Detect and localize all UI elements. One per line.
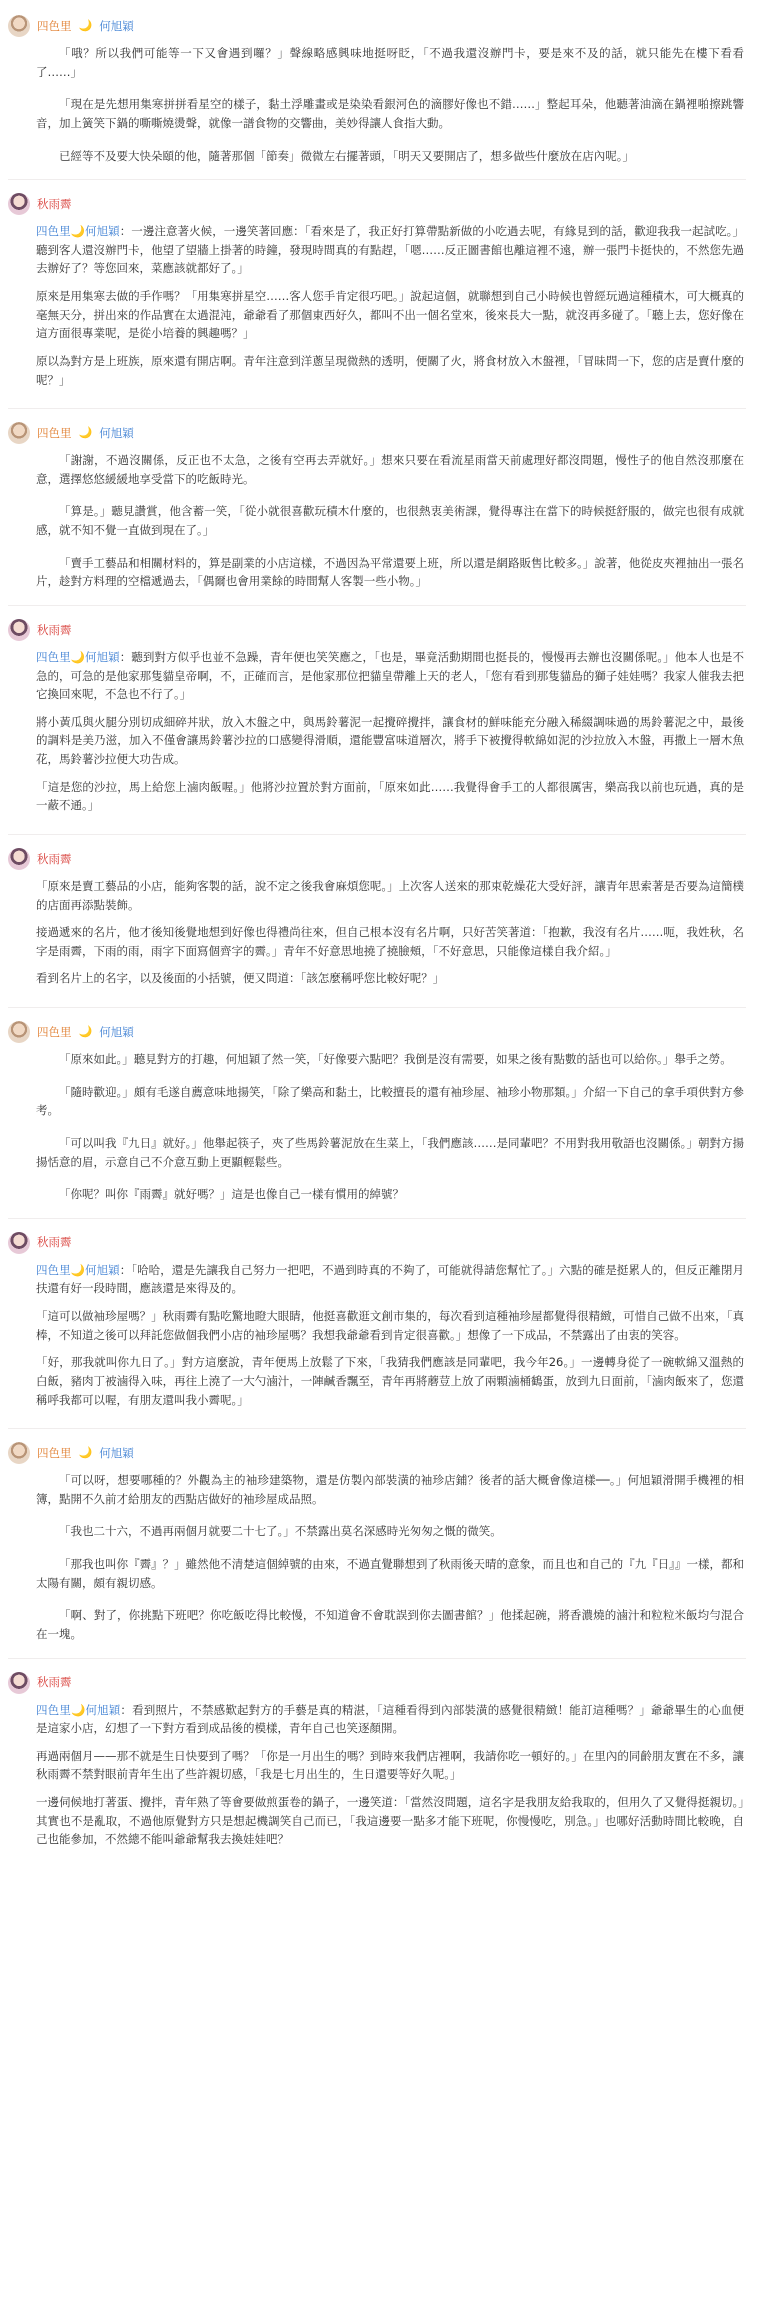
avatar[interactable] [8,1232,30,1254]
comment-paragraph [36,969,744,988]
comment-body [8,44,746,165]
paragraph-text: 「現在是先想用集寒拼拼看星空的樣子，黏土浮雕畫或是染染看銀河色的滴膠好像也不錯……」整起耳朵，他聽著油滴在鍋裡啪擦跳響音，加上簧笑下鍋的嘶嘶燒燙聲，就像一譜食物的交響曲，美妙得讓人食指大動。 [36,97,744,130]
paragraph-text: ：聽到對方似乎也並不急躁，青年便也笑笑應之，「也是，畢竟活動期間也挺長的，慢慢再去辦也沒關係呢。」他本人也是不急的，可急的是他家那隻貓皇帝啊，不，正確而言，是他家那位把貓皇帶離上天的老人，「您有看到那隻貓島的獅子娃娃嗎？我家人催我去把它換回來呢，不急也不行了。」 [36,649,744,702]
character-name-link[interactable]: 何旭穎 [99,425,134,440]
paragraph-text: 「原來如此。」聽見對方的打趣，何旭穎了然一笑，「好像要六點吧？我倒是沒有需要，如果之後有點數的話也可以給你。」舉手之勞。 [59,1052,732,1066]
paragraph-text: 將小黃瓜與火腿分別切成細碎丼狀，放入木盤之中，與馬鈴薯泥一起攪碎攪拌，讓食材的鮮味能充分融入稀綴調味過的馬鈴薯泥之中，最後的調料是美乃滋，加入不僅會讓馬鈴薯沙拉的口感變得滑順，還能豐富味道層次，將手下被攪得軟綿如泥的沙拉放入木盤，再撒上一層木魚花，馬鈴薯沙拉便大功告成。 [36,714,744,766]
mention-link[interactable]: 四色里🌙何旭穎 [36,1702,121,1717]
comment-paragraph [36,1747,744,1784]
comment-paragraph [36,1793,744,1849]
comment-body [8,1050,746,1204]
comment-paragraph [36,1050,744,1069]
paragraph-text: 接過遞來的名片，他才後知後覺地想到好像也得禮尚往來，但自己根本沒有名片啊，只好苦笑著道：「抱歉，我沒有名片……呃，我姓秋，名字是雨霽，下雨的雨，雨字下面寫個齊字的霽。」青年不好意思地撓了撓臉頰，「不好意思，只能像這樣自我介紹。」 [36,925,744,958]
comment-paragraph [36,648,744,704]
paragraph-text: ：看到照片，不禁感歎起對方的手藝是真的精湛，「這種看得到內部裝潢的感覺很精緻！能訂這種嗎？」爺爺畢生的心血便是這家小店，幻想了一下對方看到成品後的模樣，青年自己也笑逐顏開。 [36,1702,744,1736]
character-name-link[interactable]: 何旭穎 [99,1445,134,1460]
comment-paragraph [36,1701,744,1738]
username-link[interactable]: 秋雨霽 [37,196,72,211]
character-name-link[interactable]: 何旭穎 [99,18,134,33]
avatar[interactable] [8,1021,30,1043]
moon-icon: 🌙 [78,1446,93,1460]
comment-body [8,877,746,988]
paragraph-text: 原以為對方是上班族，原來還有開店啊。青年注意到洋蔥呈現微熱的透明，便關了火，將食材放入木盤裡，「冒昧問一下，您的店是賣什麼的呢？」 [36,353,744,387]
username-link[interactable]: 四色里 [37,18,72,33]
comment-header [8,14,746,38]
comment-body [8,1471,746,1643]
comment-paragraph [36,1307,744,1344]
paragraph-text: 「可以叫我『九日』就好。」他舉起筷子，夾了些馬鈴薯泥放在生菜上，「我們應該……是同輩吧？不用對我用敬語也沒關係。」朝對方揚揚恬意的眉，示意自己不介意互動上更顯輕鬆些。 [36,1135,744,1169]
username-link[interactable]: 四色里 [37,425,72,440]
paragraph-text: 看到名片上的名字，以及後面的小括號，便又問道：「該怎麼稱呼您比較好呢？」 [36,971,445,986]
comment-header [8,618,746,642]
comment-paragraph [36,1471,744,1508]
avatar[interactable] [8,193,30,215]
paragraph-text: 已經等不及要大快朵頤的他，隨著那個「節奏」微微左右擺著頭，「明天又要開店了，想多做些什麼放在店內呢。」 [59,148,634,163]
comment-header [8,1441,746,1465]
paragraph-text: 一邊伺候地打著蛋、攪拌，青年熟了等會要做煎蛋卷的鍋子，一邊笑道：「當然沒問題，這名字是我朋友給我取的，但用久了又覺得挺親切。」其實也不是亂取，不過他原覺對方只是想起機調笑自己而已，「我這邊要一點多才能下班呢，你慢慢吃，別急。」也哪好活動時間比較晚，自己也能參加，不然總不能叫爺爺幫我去換娃娃吧？ [36,1795,744,1847]
character-name-link[interactable]: 何旭穎 [99,1024,134,1039]
comment-paragraph [36,1185,744,1204]
comment-post [8,8,746,180]
username-link[interactable]: 秋雨霽 [37,1675,72,1690]
comment-header [8,1020,746,1044]
avatar[interactable] [8,848,30,870]
comment-paragraph [36,923,744,960]
paragraph-text: ：「哈哈，還是先讓我自己努力一把吧，不過到時真的不夠了，可能就得請您幫忙了。」六點的確是挺累人的，但反正離閉月扶還有好一段時間，應該還是來得及的。 [36,1262,744,1296]
mention-link[interactable]: 四色里🌙何旭穎 [36,1262,120,1277]
username-link[interactable]: 四色里 [37,1445,72,1460]
comment-paragraph [36,451,744,488]
paragraph-text: 「可以呀，想要哪種的？外觀為主的袖珍建築物，還是仿製內部裝潢的袖珍店鋪？後者的話大概會像這樣──。」何旭穎滑開手機裡的相簿，點開不久前才給朋友的西點店做好的袖珍屋成品照。 [36,1473,744,1506]
comment-paragraph [36,502,744,539]
avatar[interactable] [8,619,30,641]
comment-paragraph [36,1083,744,1120]
paragraph-text: 「這可以做袖珍屋嗎？」秋雨霽有點吃驚地瞪大眼睛，他挺喜歡逛文創市集的，每次看到這種袖珍屋都覺得很精緻，可惜自己做不出來，「真棒，不知道之後可以拜託您做個我們小店的袖珍屋嗎？我想我爺爺看到肯定很喜歡。」想像了一下成品，不禁露出了由衷的笑容。 [36,1309,744,1342]
comment-paragraph [36,1522,744,1541]
paragraph-text: 「那我也叫你『霽』？」雖然他不清楚這個綽號的由來，不過直覺聯想到了秋雨後天晴的意象，而且也和自己的『九『日』』一樣，都和太陽有關，頗有親切感。 [36,1557,744,1590]
comment-paragraph [36,1261,744,1298]
paragraph-text: ：一邊注意著火候，一邊笑著回應：「看來是了，我正好打算帶點新做的小吃過去呢，有緣見到的話，歡迎我我一起試吃。」聽到客人還沒辦門卡，他望了望牆上掛著的時鐘，發現時間真的有點趕，「嗯……反正圖書館也離這裡不遠，辦一張門卡挺快的，不然您先過去辦好了？等您回來，菜應該就都好了。」 [36,224,744,276]
comment-paragraph [36,1606,744,1643]
paragraph-text: 「你呢？叫你『雨霽』就好嗎？」這是也像自己一樣有慣用的綽號？ [59,1187,404,1202]
comment-header [8,421,746,445]
paragraph-text: 再過兩個月——那不就是生日快要到了嗎？「你是一月出生的嗎？到時來我們店裡啊，我請你吃一頓好的。」在里內的同齡朋友實在不多，讓秋雨霽不禁對眼前青年生出了些許親切感，「我是七月出生的，生日還要等好久呢。」 [36,1748,744,1782]
username-link[interactable]: 秋雨霽 [37,622,72,637]
paragraph-text: 「我也二十六，不過再兩個月就要二十七了。」不禁露出莫名深感時光匆匆之慨的微笑。 [59,1524,502,1539]
username-link[interactable]: 秋雨霽 [37,851,72,866]
comment-header [8,1671,746,1695]
comment-paragraph [36,1353,744,1409]
comment-post [8,612,746,835]
comment-body [8,222,746,389]
moon-icon: 🌙 [78,1025,93,1039]
paragraph-text: 「哦？所以我們可能等一下又會遇到囉？」聲線略感興味地挺呀眨，「不過我還沒辦門卡，要是來不及的話，就只能先在樓下看看了……」 [36,46,744,79]
username-link[interactable]: 四色里 [37,1024,72,1039]
paragraph-text: 原來是用集寒去做的手作嗎？「用集寒拼星空……客人您手肯定很巧吧。」說起這個，就聯想到自己小時候也曾經玩過這種積木，可大概真的毫無天分，拼出來的作品實在太過混沌，爺爺看了那個東西好久，都叫不出一個名堂來，後來長大一點，就沒再多碰了。「聽上去，您好像在這方面很專業呢，是從小培養的興趣嗎？」 [36,289,744,341]
paragraph-text: 「原來是賣工藝品的小店，能夠客製的話，說不定之後我會麻煩您呢。」上次客人送來的那束乾燥花大受好評，讓青年思索著是否要為這簡樸的店面再添點裝飾。 [36,878,744,912]
mention-link[interactable]: 四色里🌙何旭穎 [36,649,120,664]
paragraph-text: 「隨時歡迎。」頗有毛遂自薦意味地揚笑，「除了樂高和黏土，比較擅長的還有袖珍屋、袖珍小物那類。」介紹一下自己的拿手項供對方參考。 [36,1084,744,1118]
comment-paragraph [36,222,744,278]
comment-paragraph [36,147,744,166]
comment-post [8,415,746,606]
comment-post [8,186,746,409]
comment-post [8,1225,746,1429]
comment-paragraph [36,877,744,914]
avatar[interactable] [8,1672,30,1694]
paragraph-text: 「賣手工藝品和相關材料的，算是副業的小店這樣，不過因為平常還要上班，所以還是網路販售比較多。」說著，他從皮夾裡抽出一張名片，趁對方料理的空檔遞過去，「偶爾也會用業餘的時間幫人客製一些小物。」 [36,555,744,589]
comment-body [8,451,746,591]
avatar[interactable] [8,15,30,37]
paragraph-text: 「算是。」聽見讚賞，他含蓄一笑，「從小就很喜歡玩積木什麼的，也很熱衷美術課，覺得專注在當下的時候挺舒服的，做完也很有成就感，就不知不覺一直做到現在了。」 [36,504,744,537]
comment-header [8,1231,746,1255]
moon-icon: 🌙 [78,19,93,33]
comment-paragraph [36,778,744,815]
comment-body [8,648,746,815]
comment-header [8,847,746,871]
comment-header [8,192,746,216]
moon-icon: 🌙 [78,426,93,440]
mention-link[interactable]: 四色里🌙何旭穎 [36,224,120,239]
username-link[interactable]: 秋雨霽 [37,1235,72,1250]
comment-paragraph [36,287,744,343]
comment-paragraph [36,1555,744,1592]
avatar[interactable] [8,422,30,444]
comment-post [8,841,746,1008]
comment-post [8,1435,746,1658]
comment-post [8,1665,746,1868]
comment-paragraph [36,1134,744,1171]
comment-paragraph [36,554,744,591]
paragraph-text: 「這是您的沙拉，馬上給您上滷肉飯喔。」他將沙拉置於對方面前，「原來如此……我覺得會手工的人都很厲害，樂高我以前也玩過，真的是一蔽不通。」 [36,779,744,813]
avatar[interactable] [8,1442,30,1464]
paragraph-text: 「好，那我就叫你九日了。」對方這麼說，青年便馬上放鬆了下來，「我猜我們應該是同輩吧，我今年26。」一邊轉身從了一碗軟綿又溫熱的白飯，豬肉丁被滷得入味，再往上澆了一大勺滷汁，一陣鹹香飄至，青年再將蘑荳上放了兩顆滷桶鶴蛋，放到九日面前，「滷肉飯來了，您還稱呼我都可以喔，有朋友還叫我小霽呢。」 [36,1355,744,1407]
paragraph-text: 「謝謝，不過沒關係，反正也不太急，之後有空再去弄就好。」想來只要在看流星雨當天前處理好都沒問題，慢性子的他自然沒那麼在意，選擇悠悠緩緩地享受當下的吃飯時光。 [36,453,744,486]
comment-paragraph [36,44,744,81]
comment-paragraph [36,95,744,132]
comment-paragraph [36,713,744,769]
comment-feed [8,8,746,1868]
comment-body [8,1701,746,1849]
comment-paragraph [36,352,744,389]
comment-post [8,1014,746,1219]
comment-body [8,1261,746,1409]
paragraph-text: 「啊、對了，你挑點下班吧？你吃飯吃得比較慢，不知道會不會耽誤到你去圖書館？」他揉起碗，將香濃燒的滷汁和粒粒米飯均勻混合在一塊。 [36,1608,744,1641]
